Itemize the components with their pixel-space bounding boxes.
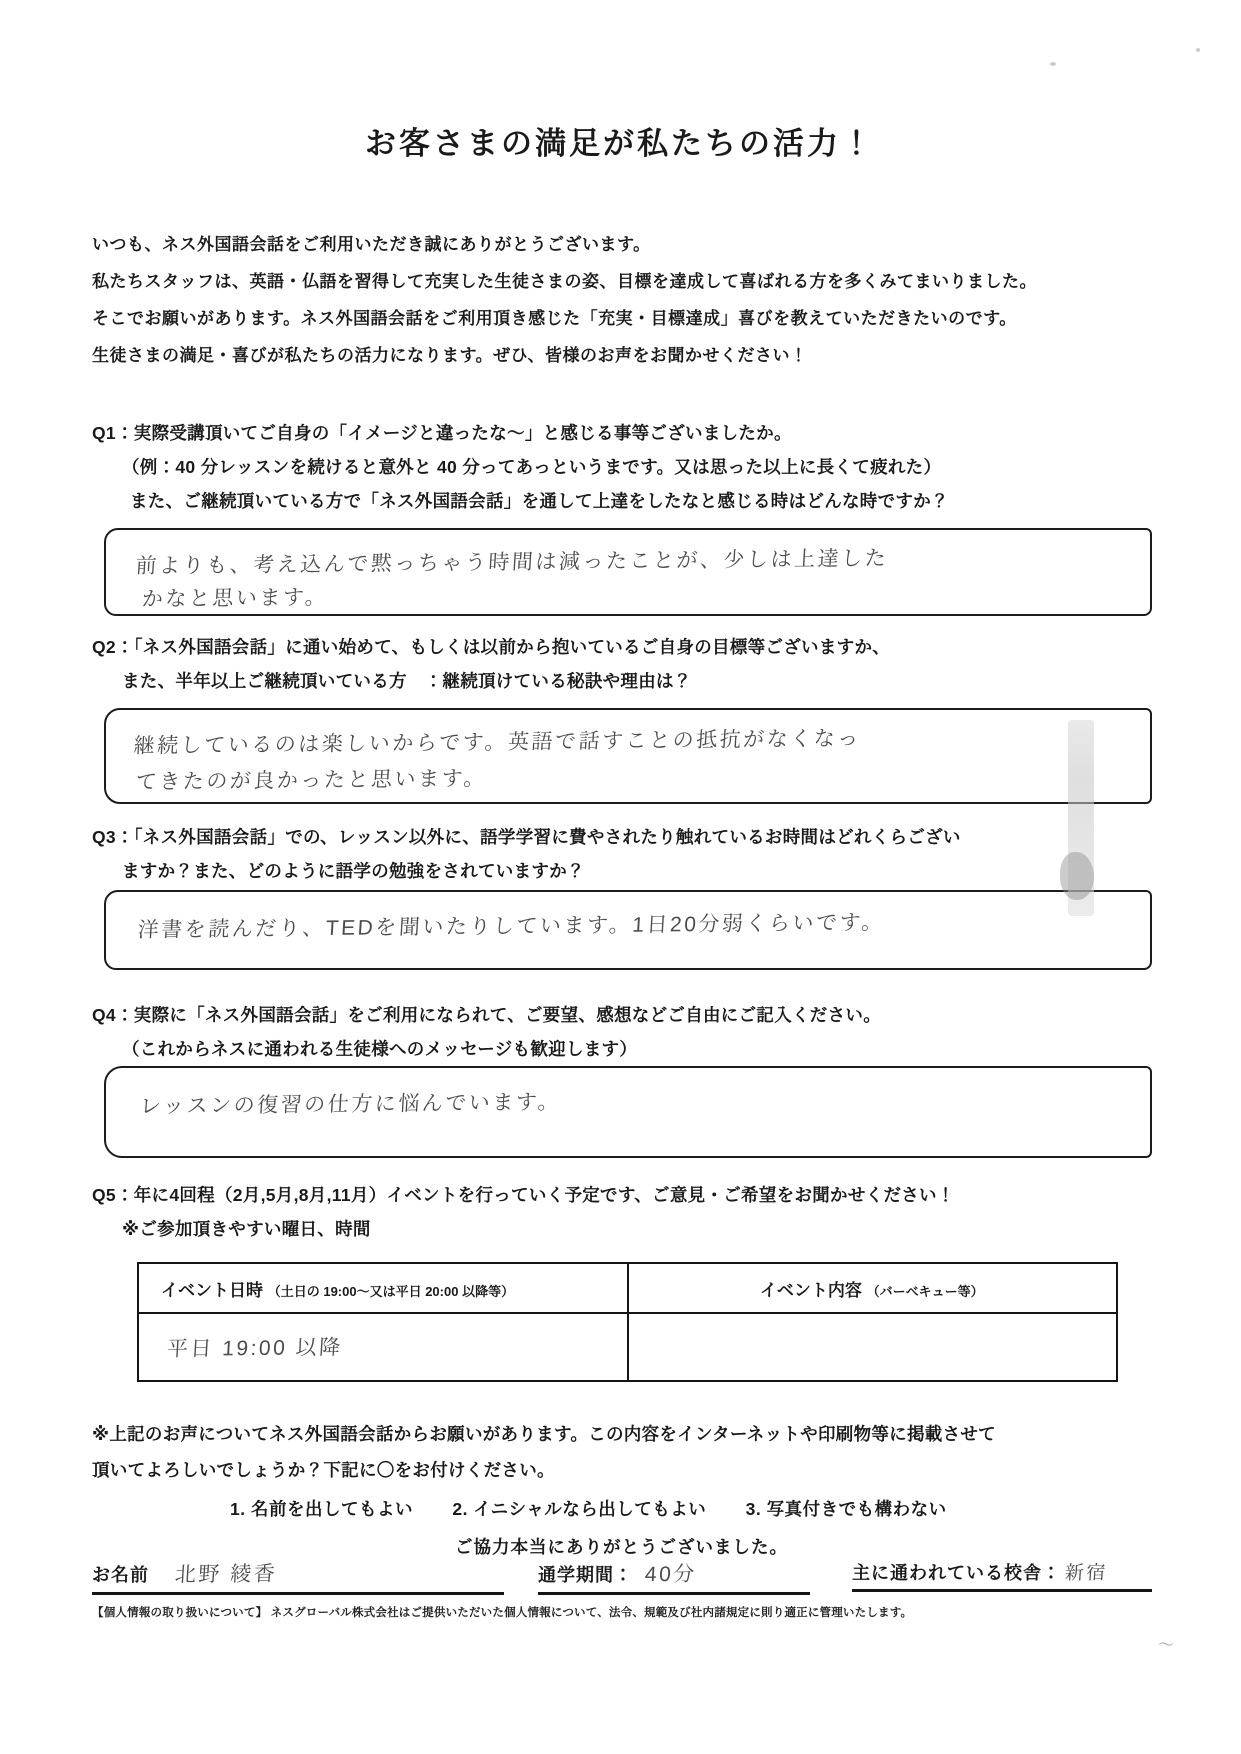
q4-handwritten-answer: レッスンの復習の仕方に悩んでいます。 bbox=[139, 1090, 562, 1119]
event-datetime-header-note: （土日の 19:00～又は平日 20:00 以降等） bbox=[267, 1283, 515, 1299]
event-content-header-label: イベント内容 bbox=[759, 1280, 862, 1300]
question-block-q3 bbox=[92, 820, 1167, 888]
page-title: お客さまの満足が私たちの活力！ bbox=[365, 126, 875, 161]
name-field bbox=[92, 1558, 504, 1595]
event-datetime-header bbox=[138, 1263, 628, 1313]
q3-text: Q3：「ネス外国語会話」での、レッスン以外に、語学学習に費やされたり触れているお時間はどれくらござい bbox=[92, 827, 961, 847]
consent-option-1: 1. 名前を出してもよい bbox=[230, 1499, 413, 1519]
event-table-wrapper bbox=[137, 1262, 1118, 1382]
consent-line2: 頂いてよろしいでしょうか？下記に〇をお付けください。 bbox=[92, 1460, 555, 1480]
school-field bbox=[852, 1558, 1152, 1592]
school-label: 主に通われている校舎： bbox=[852, 1563, 1061, 1583]
event-datetime-handwritten-value: 平日 19:00 以降 bbox=[166, 1336, 344, 1361]
q4-note: （これからネスに通われる生徒様へのメッセージも歓迎します） bbox=[122, 1039, 638, 1059]
period-handwritten-value: 40分 bbox=[644, 1562, 698, 1587]
name-handwritten-value: 北野 綾香 bbox=[174, 1562, 279, 1587]
scan-artifact-speck bbox=[1050, 62, 1056, 66]
school-handwritten-value: 新宿 bbox=[1064, 1562, 1109, 1585]
consent-option-3: 3. 写真付きでも構わない bbox=[745, 1499, 947, 1519]
period-field bbox=[538, 1558, 810, 1595]
question-block-q1 bbox=[92, 416, 1167, 518]
event-datetime-cell bbox=[138, 1313, 628, 1381]
q1-example: （例：40 分レッスンを続けると意外と 40 分ってあっというまです。又は思った以上に長くて疲れた） bbox=[122, 457, 942, 477]
intro-paragraph bbox=[92, 226, 1162, 374]
event-content-cell bbox=[628, 1313, 1118, 1381]
question-block-q2 bbox=[92, 630, 1167, 698]
intro-line: 私たちスタッフは、英語・仏語を習得して充実した生徒さまの姿、目標を達成して喜ばれる方を多くみてまいりました。 bbox=[92, 272, 1037, 291]
period-label: 通学期間： bbox=[538, 1565, 633, 1585]
q4-text: Q4：実際に「ネス外国語会話」をご利用になられて、ご要望、感想などご自由にご記入ください。 bbox=[92, 1005, 881, 1025]
consent-line1: ※上記のお声についてネス外国語会話からお願いがあります。この内容をインターネットや印刷物等に掲載させて bbox=[92, 1424, 996, 1444]
q2-answer-box bbox=[104, 708, 1152, 804]
q2-subquestion: また、半年以上ご継続頂いている方 ：継続頂けている秘訣や理由は？ bbox=[122, 671, 692, 691]
q2-handwritten-answer-line1: 継続しているのは楽しいからです。英語で話すことの抵抗がなくなっ bbox=[132, 727, 862, 758]
q1-handwritten-answer-line2: かなと思います。 bbox=[141, 586, 329, 611]
q2-handwritten-answer-line2: てきたのが良かったと思います。 bbox=[135, 767, 488, 794]
q1-subquestion: また、ご継続頂いている方で「ネス外国語会話」を通して上達をしたなと感じる時はどんな時ですか？ bbox=[130, 491, 949, 511]
privacy-notice: 【個人情報の取り扱いについて】 ネスグローバル株式会社はご提供いただいた個人情報について、法令、規範及び社内諸規定に則り適正に管理いたします。 bbox=[92, 1607, 913, 1619]
question-block-q4 bbox=[92, 998, 1167, 1066]
scan-artifact-speck bbox=[1196, 48, 1200, 52]
event-table-answer-row bbox=[138, 1313, 1117, 1381]
q2-text: Q2：「ネス外国語会話」に通い始めて、もしくは以前から抱いているご自身の目標等ございますか、 bbox=[92, 637, 891, 657]
q1-text: Q1：実際受講頂いてご自身の「イメージと違ったな～」と感じる事等ございましたか。 bbox=[92, 423, 792, 443]
q5-note: ※ご参加頂きやすい曜日、時間 bbox=[122, 1219, 371, 1239]
consent-paragraph bbox=[92, 1416, 1167, 1488]
consent-options bbox=[230, 1496, 981, 1521]
event-datetime-header-label: イベント日時 bbox=[161, 1280, 263, 1300]
scan-artifact-smudge bbox=[1060, 852, 1094, 900]
question-block-q5 bbox=[92, 1178, 1167, 1246]
consent-option-2: 2. イニシャルなら出してもよい bbox=[452, 1499, 707, 1519]
q1-answer-box bbox=[104, 528, 1152, 616]
q4-answer-box bbox=[104, 1066, 1152, 1158]
event-table-header-row bbox=[138, 1263, 1117, 1313]
event-content-header-note: （バーベキュー等） bbox=[866, 1283, 984, 1299]
name-label: お名前 bbox=[92, 1565, 149, 1585]
intro-line: いつも、ネス外国語会話をご利用いただき誠にありがとうございます。 bbox=[92, 235, 651, 254]
q3-answer-box bbox=[104, 890, 1152, 970]
q3-text-cont: ますか？また、どのように語学の勉強をされていますか？ bbox=[122, 861, 585, 881]
intro-line: 生徒さまの満足・喜びが私たちの活力になります。ぜひ、皆様のお声をお聞かせください！ bbox=[92, 346, 808, 365]
event-table bbox=[137, 1262, 1118, 1382]
q1-handwritten-answer-line1: 前よりも、考え込んで黙っちゃう時間は減ったことが、少しは上達した bbox=[134, 547, 889, 578]
intro-line: そこでお願いがあります。ネス外国語会話をご利用頂き感じた「充実・目標達成」喜びを教えていただきたいのです。 bbox=[92, 309, 1017, 328]
event-content-header bbox=[628, 1263, 1118, 1313]
thanks-line: ご協力本当にありがとうございました。 bbox=[455, 1537, 788, 1557]
q3-handwritten-answer: 洋書を読んだり、TEDを聞いたりしています。1日20分弱くらいです。 bbox=[136, 911, 886, 942]
q5-text: Q5：年に4回程（2月,5月,8月,11月）イベントを行っていく予定です、ご意見・ご希望をお聞かせください！ bbox=[92, 1185, 955, 1205]
scan-artifact-mark: 〜 bbox=[1158, 1637, 1175, 1654]
